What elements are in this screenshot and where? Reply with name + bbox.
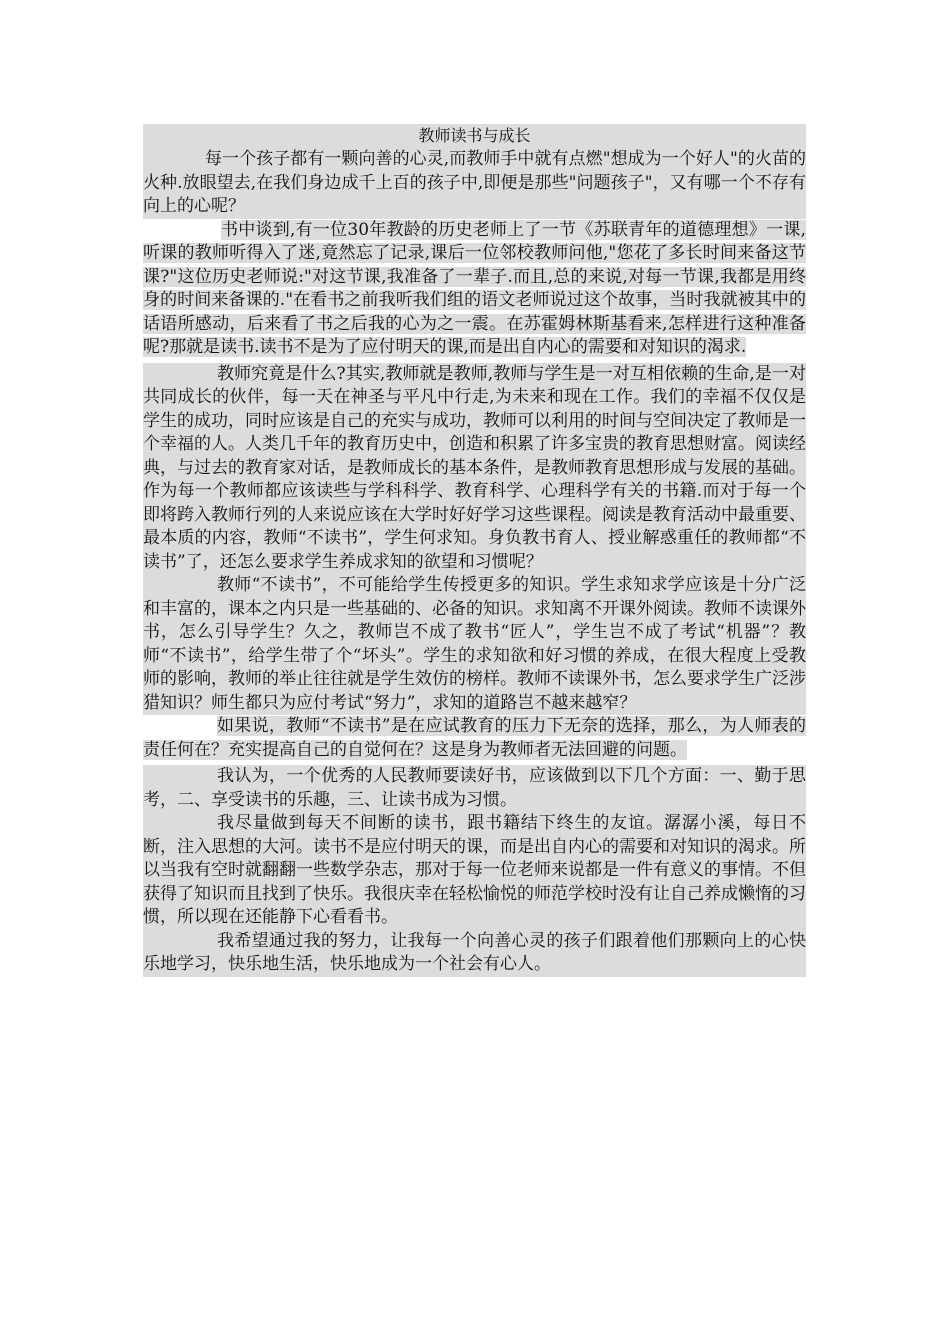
paragraph-8: 我希望通过我的努力，让我每一个向善心灵的孩子们跟着他们那颗向上的心快乐地学习，快乐地生活，快乐地成为一个社会有心人。 [143,930,806,977]
paragraph-5-text: 如果说，教师“不读书”是在应试教育的压力下无奈的选择，那么，为人师表的责任何在？充实提高自己的自觉何在？这是身为教师者无法回避的问题。 [143,716,806,760]
paragraph-2 [143,219,806,360]
paragraph-3: 教师究竟是什么?其实,教师就是教师,教师与学生是一对互相依赖的生命,是一对共同成长的伙伴，每一天在神圣与平凡中行走,为未来和现在工作。我们的幸福不仅仅是学生的成功，同时应该是自己的充实与成功，教师可以利用的时间与空间决定了教师是一个幸福的人。人类几千年的教育历史中，创造和积累了许多宝贵的教育思想财富。阅读经典，与过去的教育家对话，是教师成长的基本条件，是教师教育思想形成与发展的基础。作为每一个教师都应该读些与学科科学、教育科学、心理科学有关的书籍.而对于每一个即将跨入教师行列的人来说应该在大学时好好学习这些课程。阅读是教育活动中最重要、最本质的内容，教师“不读书”，学生何求知。身负教书育人、授业解惑重任的教师都“不读书”了，还怎么要求学生养成求知的欲望和习惯呢？ [143,363,806,575]
document-title: 教师读书与成长 [143,124,806,148]
paragraph-6: 我认为，一个优秀的人民教师要读好书，应该做到以下几个方面：一、勤于思考，二、享受读书的乐趣，三、让读书成为习惯。 [143,765,806,812]
paragraph-4: 教师“不读书”，不可能给学生传授更多的知识。学生求知求学应该是十分广泛和丰富的，课本之内只是一些基础的、必备的知识。求知离不开课外阅读。教师不读课外书，怎么引导学生？久之，教师岂不成了教书“匠人”，学生岂不成了考试“机器”？教师“不读书”，给学生带了个“坏头”。学生的求知欲和好习惯的养成，在很大程度上受教师的影响，教师的举止往往就是学生效仿的榜样。教师不读课外书，怎么要求学生广泛涉猎知识？师生都只为应付考试“努力”，求知的道路岂不越来越窄？ [143,574,806,715]
paragraph-5 [143,715,806,762]
paragraph-1: 每一个孩子都有一颗向善的心灵,而教师手中就有点燃"想成为一个好人"的火苗的火种.放眼望去,在我们身边成千上百的孩子中,即便是那些"问题孩子"，又有哪一个不存有向上的心呢？ [143,148,806,219]
paragraph-7: 我尽量做到每天不间断的读书，跟书籍结下终生的友谊。潺潺小溪，每日不断，注入思想的大河。读书不是应付明天的课，而是出自内心的需要和对知识的渴求。所以当我有空时就翻翻一些数学杂志，那对于每一位老师来说都是一件有意义的事情。不但获得了知识而且找到了快乐。我很庆幸在轻松愉悦的师范学校时没有让自己养成懒惰的习惯，所以现在还能静下心看看书。 [143,812,806,930]
document-page [143,124,806,977]
paragraph-2-text: 书中谈到,有一位30年教龄的历史老师上了一节《苏联青年的道德理想》一课,听课的教师听得入了迷,竟然忘了记录,课后一位邻校教师问他,"您花了多长时间来备这节课?"这位历史老师说:"对这节课,我准备了一辈子.而且,总的来说,对每一节课,我都是用终身的时间来备课的."在看书之前我听我们组的语文老师说过这个故事，当时我就被其中的话语所感动，后来看了书之后我的心为之一震。在苏霍姆林斯基看来,怎样进行这种准备呢?那就是读书.读书不是为了应付明天的课,而是出自内心的需要和对知识的渴求. [143,219,806,357]
